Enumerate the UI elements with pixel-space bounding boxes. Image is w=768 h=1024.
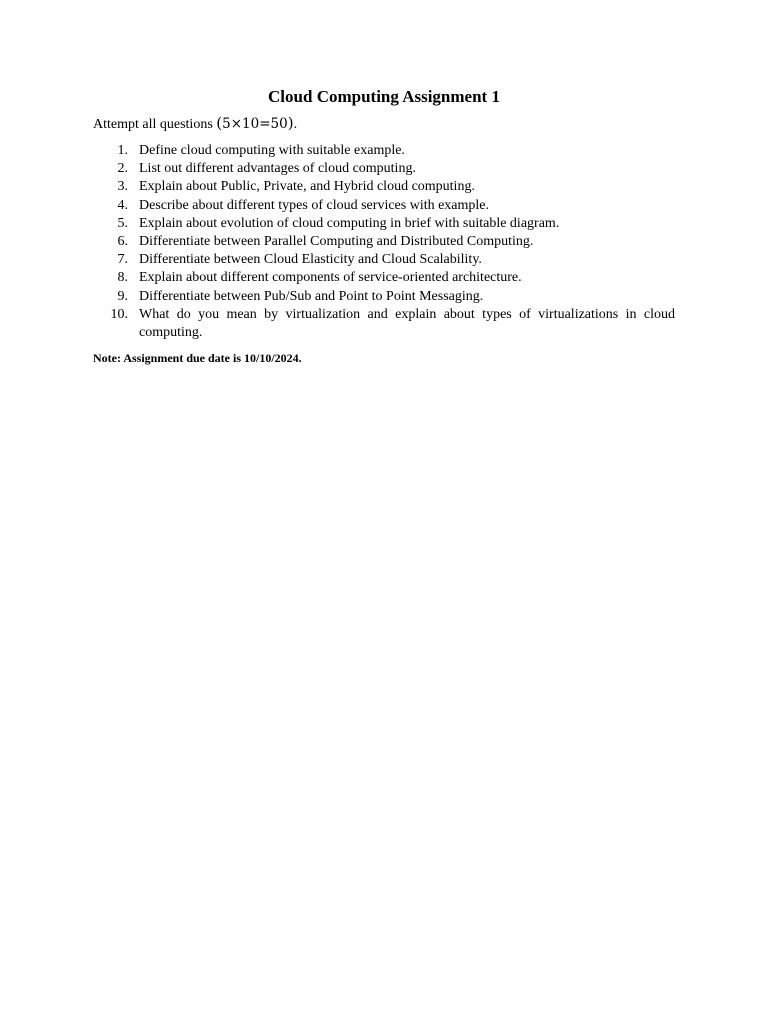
question-number: 1. <box>117 143 128 158</box>
question-text: Differentiate between Parallel Computing and Distributed Computing. <box>139 234 534 250</box>
intro-period: . <box>293 117 298 132</box>
question-item <box>93 197 675 215</box>
intro-text: Attempt all questions <box>93 117 217 132</box>
question-item <box>93 142 675 160</box>
question-text: Explain about Public, Private, and Hybrid cloud computing. <box>139 179 475 195</box>
formula-open-paren: ( <box>216 114 223 132</box>
question-list <box>93 142 675 342</box>
question-number: 8. <box>117 270 128 286</box>
intro-line <box>93 114 675 134</box>
question-number: 7. <box>117 252 128 268</box>
question-text: Define cloud computing with suitable example. <box>139 143 405 158</box>
document-page <box>93 86 675 378</box>
question-text: List out different advantages of cloud computing. <box>139 161 416 177</box>
question-item <box>93 251 675 269</box>
question-text: Explain about evolution of cloud computing in brief with suitable diagram. <box>139 215 560 231</box>
question-item <box>93 269 675 287</box>
question-item <box>93 160 675 178</box>
document-title: Cloud Computing Assignment 1 <box>268 87 500 106</box>
question-number: 9. <box>117 288 128 304</box>
due-date-note: Note: Assignment due date is 10/10/2024. <box>93 351 302 366</box>
formula-close-paren: ) <box>287 114 294 132</box>
question-number: 5. <box>117 215 128 231</box>
question-number: 4. <box>117 197 128 213</box>
question-text: Differentiate between Cloud Elasticity and Cloud Scalability. <box>139 252 482 268</box>
question-item <box>93 233 675 251</box>
question-text: Describe about different types of cloud services with example. <box>139 197 490 213</box>
question-item <box>93 288 675 306</box>
question-item <box>93 306 675 342</box>
question-text: Differentiate between Pub/Sub and Point to Point Messaging. <box>139 288 484 304</box>
question-text: What do you mean by virtualization and explain about types of virtualizations in cloud computing. <box>139 306 675 341</box>
question-item <box>93 215 675 233</box>
question-number: 3. <box>117 179 128 195</box>
marks-formula <box>216 116 293 132</box>
question-item <box>93 178 675 196</box>
question-number: 2. <box>117 161 128 177</box>
formula-expression: 5×10=50 <box>222 116 288 132</box>
question-number: 10. <box>110 306 128 322</box>
question-number: 6. <box>117 234 128 250</box>
question-text: Explain about different components of service-oriented architecture. <box>139 270 522 286</box>
